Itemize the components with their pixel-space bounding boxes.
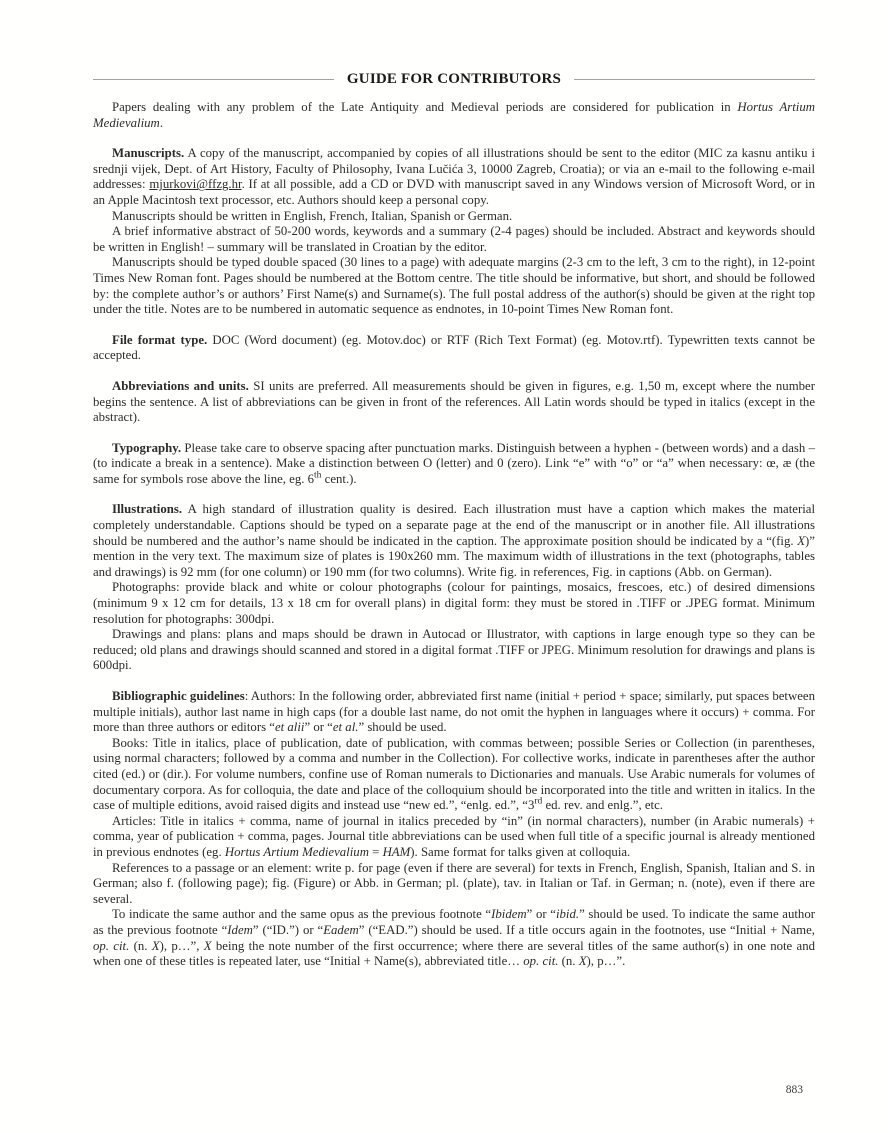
header-rule-left [93, 79, 334, 80]
text-run: (n. [558, 954, 579, 969]
text-run: Manuscripts should be typed double spaced (30 lines to a page) with adequate margins (2-3 cm to the left, 3 cm to the right), in 12-point Times New Roman font. Pages should be numbered at the Bottom centre. The title should be informative, but short, and should be followed by: the complete author’s or authors’ First Name(s) and Surname(s). The full postal address of the author(s) should be given at the right top under the title. Notes are to be numbered in automatic sequence as endnotes, in 10-point Times New Roman font. [93, 255, 815, 317]
text-run: )” mention in the very text. The maximum size of plates is 190x260 mm. The maximum width of illustrations in the text (photographs, tables and drawings) is 92 mm (for one column) or 190 mm (for two columns). Write fig. in references, Fig. in captions (Abb. on German). [93, 533, 815, 579]
text-run: Papers dealing with any problem of the Late Antiquity and Medieval periods are considered for publication in [112, 100, 738, 114]
text-run: . [159, 115, 164, 130]
text-run: DOC (Word document) (eg. Motov.doc) or RTF (Rich Text Format) (eg. Motov.rtf). Typewritten texts cannot be accepted. [93, 332, 815, 363]
document-body [93, 100, 815, 970]
text-run: being the note number of the first occurrence; where there are several titles of the same author(s) in one note and when one of these titles is repeated later, use “Initial + Name(s), abbreviated title… [93, 938, 816, 969]
text-run: Eadem [323, 922, 359, 937]
page-number: 883 [785, 1084, 803, 1096]
text-run: Manuscripts. [112, 146, 185, 161]
text-run: et al. [332, 720, 359, 735]
text-run: Ibidem [491, 907, 527, 922]
text-run: ), p…”. [586, 954, 626, 969]
paragraph [93, 814, 815, 861]
text-run: File format type. [112, 332, 208, 347]
text-run: References to a passage or an element: write p. for page (even if there are several) for texts in French, English, Spanish, Italian and S. in German; also f. (following page); fig. (Figure) or Abb. in German; pl. (plate), tav. in Italian or Taf. in German; n. (note), even if there are several. [93, 860, 815, 906]
text-run: Bibliographic guidelines [112, 689, 245, 703]
text-run: Books: Title in italics, place of publication, date of publication, with commas between; possible Series or Collection (in parentheses, using normal characters; followed by a comma and number in the Collection). For collective works, indicate in parentheses after the author cited (ed.) or (dir.). For volume numbers, confine use of Roman numerals to Dictionaries and manuals. Use Arabic numerals for volumes of documentary corpora. As for colloquia, the date and place of the colloquium should be incorporated into the title and written in italics. In the case of multiple editions, avoid raised digits and instead use “new ed.”, “enlg. ed.”, “3 [93, 735, 815, 813]
page-title: GUIDE FOR CONTRIBUTORS [346, 71, 562, 87]
text-run: th [314, 470, 322, 481]
paragraph [93, 224, 815, 255]
paragraph [93, 379, 815, 426]
paragraph [93, 580, 815, 627]
text-run: ” should be used. [358, 720, 447, 735]
text-run: ” (“ID.”) or “ [252, 922, 324, 937]
text-run: ). Same format for talks given at colloquia. [410, 844, 631, 859]
text-run: Illustrations. [112, 502, 183, 517]
text-run: X [578, 954, 587, 969]
paragraph [93, 907, 815, 969]
text-run: ” should be used. To indicate the same author as the previous footnote “ [93, 907, 815, 937]
text-run: A brief informative abstract of 50-200 words, keywords and a summary (2-4 pages) should be included. Abstract and keywords should be written in English! – summary will be translated in Croatian by the editor. [93, 224, 815, 254]
paragraph [93, 209, 815, 225]
text-run: X [151, 938, 160, 953]
paragraph [93, 502, 815, 580]
text-run: ), p…”, [159, 938, 204, 953]
paragraph [93, 736, 815, 814]
paragraph [93, 689, 815, 736]
text-run: HAM [382, 844, 411, 859]
text-run: Typography. [112, 440, 182, 455]
text-run: ” or “ [304, 720, 333, 735]
text-run: Manuscripts should be written in English, French, Italian, Spanish or German. [112, 208, 513, 223]
paragraph [93, 255, 815, 317]
text-run: (n. [129, 938, 152, 953]
text-run: Articles: Title in italics + comma, name of journal in italics preceded by “in” (in normal characters), number (in Arabic numerals) + comma, year of publication + comma, pages. Journal title abbreviations can be used when full title of a specific journal is already mentioned in previous endnotes (eg. [93, 813, 815, 859]
text-run: X [797, 533, 806, 548]
page-header [93, 71, 815, 88]
text-run: ” (“EAD.”) should be used. If a title occurs again in the footnotes, use “Initial + Name, [358, 922, 815, 937]
paragraph [93, 627, 815, 674]
text-run: To indicate the same author and the same opus as the previous footnote “ [112, 907, 492, 922]
text-run: SI units are preferred. All measurements should be given in figures, e.g. 1,50 m, except where the number begins the sentence. A list of abbreviations can be given in front of the references. All Latin words should be typed in italics (except in the abstract). [93, 378, 815, 425]
paragraph [93, 441, 815, 488]
text-run: X [203, 938, 212, 953]
text-run: Abbreviations and units. [112, 378, 249, 393]
text-run: et alii [274, 720, 305, 735]
paragraph [93, 146, 815, 208]
email-link[interactable]: mjurkovi@ffzg.hr [149, 177, 242, 192]
text-run: op. cit. [523, 954, 559, 969]
text-run: : Authors: In the following order, abbreviated first name (initial + period + space; similarly, put spaces between multiple initials), author last name in high caps (for a double last name, do not omit the hyphen in languages where it occurs) + comma. For more than three authors or editors “ [93, 689, 815, 735]
paragraph [93, 100, 815, 131]
text-run: ed. rev. and enlg.”, etc. [542, 798, 663, 813]
text-run: A copy of the manuscript, accompanied by copies of all illustrations should be sent to the editor (MIC za kasnu antiku i srednji vijek, Dept. of Art History, Faculty of Philosophy, Ivana Lučića 3, 10000 Zagreb, Croatia); or via an e-mail to the following e-mail addresses: [93, 146, 815, 192]
text-run: Idem [227, 922, 253, 937]
text-run: = [368, 844, 383, 859]
text-run: Hortus Artium Medievalium [93, 100, 815, 130]
text-run: Please take care to observe spacing after punctuation marks. Distinguish between a hyphen - (between words) and a dash – (to indicate a break in a sentence). Make a distinction between O (letter) and 0 (zero). Link “e” with “o” or “a” when necessary: œ, æ (the same for symbols rose above the line, eg. 6 [93, 440, 815, 486]
text-run: cent.). [321, 471, 357, 486]
text-run: op. cit. [93, 938, 130, 953]
header-rule-right [574, 79, 815, 80]
text-run: Hortus Artium Medievalium [224, 844, 369, 859]
text-run: ibid. [555, 907, 580, 922]
text-run: ” or “ [526, 907, 556, 922]
text-run: . If at all possible, add a CD or DVD with manuscript saved in any Windows version of Microsoft Word, or in an Apple Macintosh text processor, etc. Authors should keep a personal copy. [93, 177, 816, 207]
text-run: Drawings and plans: plans and maps should be drawn in Autocad or Illustrator, with captions in large enough type so they can be reduced; old plans and drawings should scanned and stored in a digital format .TIFF or JPEG. Minimum resolution for drawings and plans is 600dpi. [93, 627, 815, 673]
text-run: rd [534, 796, 543, 807]
text-run: Photographs: provide black and white or colour photographs (colour for paintings, mosaics, frescoes, etc.) of desired dimensions (minimum 9 x 12 cm for details, 13 x 18 cm for overall plans) in digital form: they must be stored in .TIFF or .JPEG format. Minimum resolution for photographs: 300dpi. [93, 580, 815, 626]
text-run: A high standard of illustration quality is desired. Each illustration must have a caption which makes the material completely understandable. Captions should be typed on a separate page at the end of the manuscript or in another file. All illustrations should be numbered and the author’s name should be indicated in the caption. The approximate position should be indicated by a “(fig. [93, 502, 815, 548]
paragraph [93, 333, 815, 364]
paragraph [93, 861, 815, 908]
